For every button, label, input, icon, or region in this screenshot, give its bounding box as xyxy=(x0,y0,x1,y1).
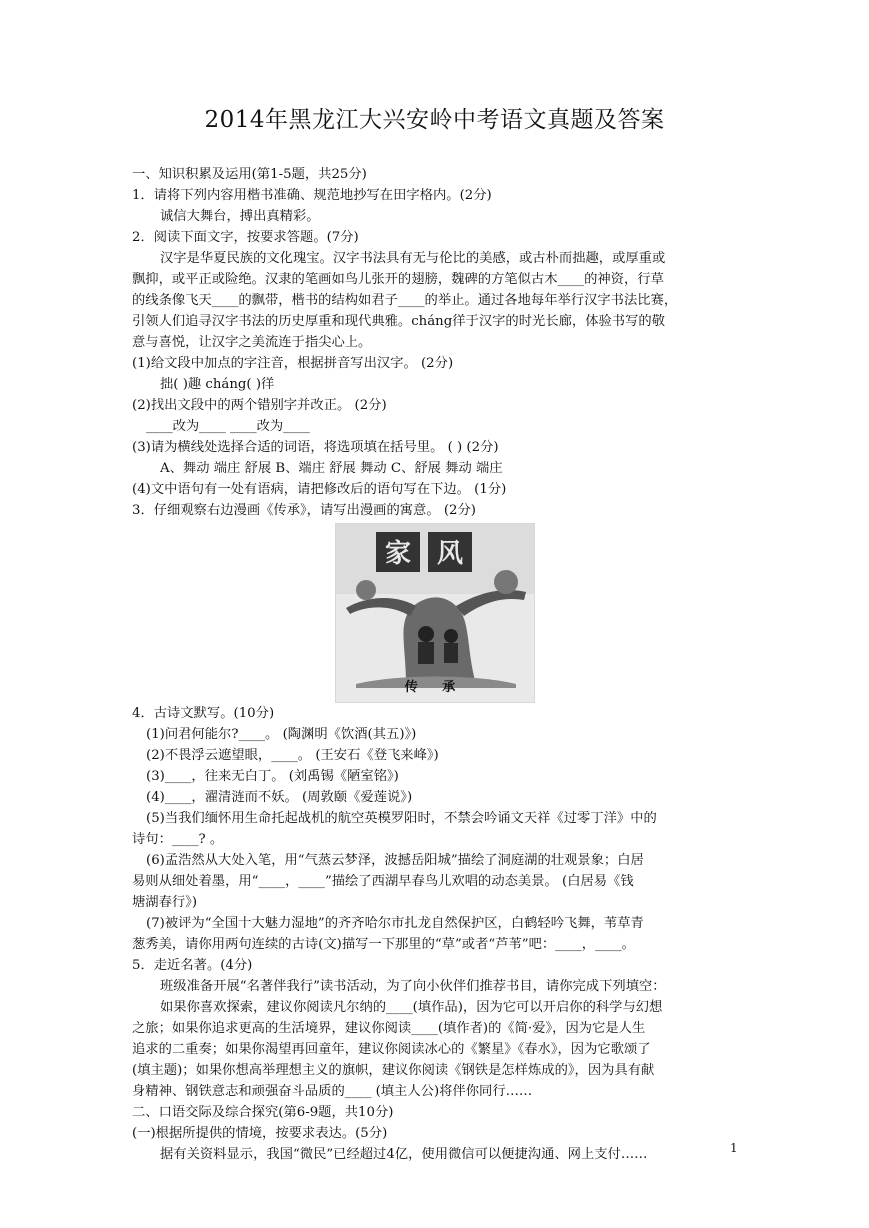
question-2-3: (3)请为横线处选择合适的词语，将选项填在括号里。 ( ) (2分) xyxy=(132,440,499,455)
question-2-4: (4)文中语句有一处有语病，请把修改后的语句写在下边。 (1分) xyxy=(132,482,507,497)
question-5-line: 身精神、钢铁意志和顽强奋斗品质的____ (填主人公)将伴你同行…… xyxy=(132,1084,533,1099)
question-2-2-blanks: ____改为____ ____改为____ xyxy=(146,419,310,434)
question-4-6: (6)孟浩然从大处入笔，用“气蒸云梦泽，波撼岳阳城”描绘了洞庭湖的壮观景象；白居 xyxy=(146,853,644,868)
question-4-5-cont: 诗句：____? 。 xyxy=(132,832,224,847)
question-3: 3．仔细观察右边漫画《传承》，请写出漫画的寓意。 (2分) xyxy=(132,503,476,518)
question-1-text: 诚信大舞台，搏出真精彩。 xyxy=(160,209,320,224)
passage-line: 意与喜悦，让汉字之美流连于指尖心上。 xyxy=(132,335,372,350)
question-4-1: (1)问君何能尔?____。 (陶渊明《饮酒(其五)》) xyxy=(146,727,417,742)
question-5-line: 如果你喜欢探索，建议你阅读凡尔纳的____(填作品)，因为它可以开启你的科学与幻想 xyxy=(160,1000,663,1015)
question-5-intro: 班级准备开展“名著伴我行”读书活动，为了向小伙伴们推荐书目，请你完成下列填空： xyxy=(160,979,666,994)
comic-top-text-2: 风 xyxy=(436,539,464,569)
comic-top-text-1: 家 xyxy=(384,539,412,569)
question-5-line: (填主题)；如果你想高举理想主义的旗帜，建议你阅读《钢铁是怎样炼成的》，因为具有献 xyxy=(132,1063,655,1078)
question-2-3-options: A、舞动 端庄 舒展 B、端庄 舒展 舞动 C、舒展 舞动 端庄 xyxy=(160,461,503,476)
question-4-4: (4)____，濯清涟而不妖。 (周敦颐《爱莲说》) xyxy=(146,790,413,805)
question-2-1: (1)给文段中加点的字注音，根据拼音写出汉字。 (2分) xyxy=(132,356,454,371)
question-2: 2．阅读下面文字，按要求答题。(7分) xyxy=(132,230,359,245)
comic-caption: 传 承 xyxy=(404,680,466,695)
passage-line: 的线条像飞天____的飘带，楷书的结构如君子____的举止。通过各地每年举行汉字书法比赛， xyxy=(132,293,678,308)
comic-figure xyxy=(132,523,738,703)
question-4-5: (5)当我们缅怀用生命托起战机的航空英模罗阳时，不禁会吟诵文天祥《过零丁洋》中的 xyxy=(146,811,657,826)
section-2-part-1: (一)根据所提供的情境，按要求表达。(5分) xyxy=(132,1126,388,1141)
passage-line: 飘抑，或平正或险绝。汉隶的笔画如鸟儿张开的翅膀，魏碑的方笔似古木____的神资，行草 xyxy=(132,272,664,287)
comic-image xyxy=(335,523,535,703)
question-5: 5．走近名著。(4分) xyxy=(132,958,253,973)
section-heading-1: 一、知识积累及运用(第1-5题，共25分) xyxy=(132,167,367,182)
document-body xyxy=(132,164,738,1165)
question-4-6-cont: 塘湖春行》) xyxy=(132,895,198,910)
page-number: 1 xyxy=(730,1141,738,1155)
question-2-2: (2)找出文段中的两个错别字并改正。 (2分) xyxy=(132,398,387,413)
question-5-line: 追求的二重奏；如果你渴望再回童年，建议你阅读冰心的《繁星》《春水》，因为它歌颂了 xyxy=(132,1042,651,1057)
section-heading-2: 二、口语交际及综合探究(第6-9题，共10分) xyxy=(132,1105,394,1120)
document-title: 2014年黑龙江大兴安岭中考语文真题及答案 xyxy=(204,107,665,133)
question-2-1-items: 拙( )趣 cháng( )徉 xyxy=(160,377,275,392)
passage-line: 引领人们追寻汉字书法的历史厚重和现代典雅。cháng徉于汉字的时光长廊，体验书写的敬 xyxy=(132,314,665,329)
question-4-6-cont: 易则从细处着墨，用“____，____”描绘了西湖早春鸟儿欢唱的动态美景。 (白居易《钱 xyxy=(132,874,634,889)
question-4-7: (7)被评为“全国十大魅力湿地”的齐齐哈尔市扎龙自然保护区，白鹤轻吟飞舞，苇草青 xyxy=(146,916,644,931)
question-4-2: (2)不畏浮云遮望眼，____。 (王安石《登飞来峰》) xyxy=(146,748,439,763)
comic-illustration xyxy=(336,524,534,702)
section-2-text: 据有关资料显示，我国“微民”已经超过4亿，使用微信可以便捷沟通、网上支付…… xyxy=(160,1147,648,1162)
passage-line: 汉字是华夏民族的文化瑰宝。汉字书法具有无与伦比的美感，或古朴而拙趣，或厚重或 xyxy=(160,251,666,266)
question-4-7-cont: 葱秀美，请你用两句连续的古诗(文)描写一下那里的“草”或者“芦苇”吧：____，____。 xyxy=(132,937,635,952)
question-1: 1．请将下列内容用楷书准确、规范地抄写在田字格内。(2分) xyxy=(132,188,492,203)
question-4: 4．古诗文默写。(10分) xyxy=(132,706,275,721)
question-5-line: 之旅；如果你追求更高的生活境界，建议你阅读____(填作者)的《简·爱》，因为它是人生 xyxy=(132,1021,646,1036)
question-4-3: (3)____，往来无白丁。 (刘禹锡《陋室铭》) xyxy=(146,769,399,784)
